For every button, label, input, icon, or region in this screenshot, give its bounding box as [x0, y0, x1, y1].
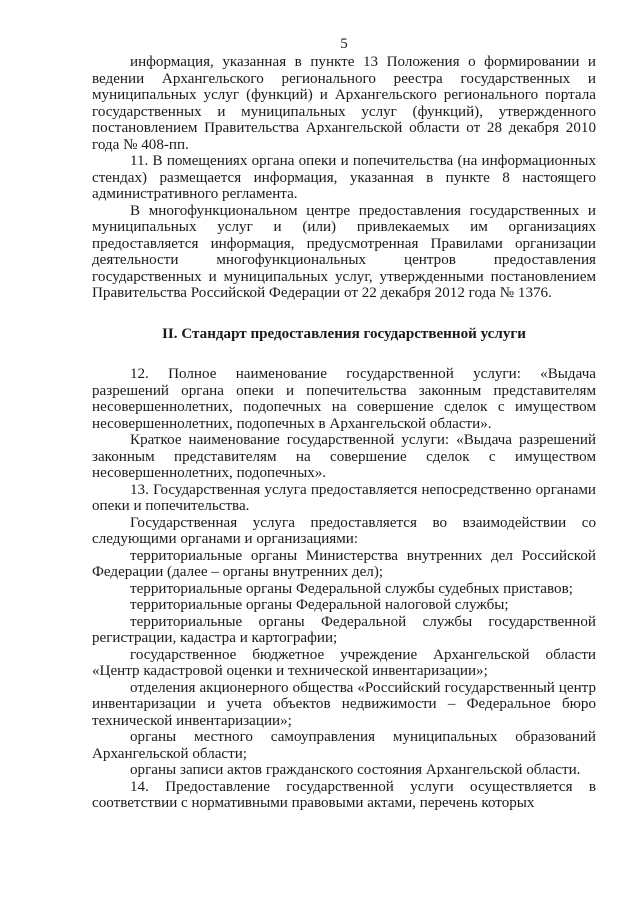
page-number: 5 — [340, 36, 348, 52]
list-item-mvd: территориальные органы Министерства внутренних дел Российской Федерации (далее – органы внутренних дел); — [92, 547, 596, 580]
list-item-local-government: органы местного самоуправления муниципальных образований Архангельской области; — [92, 729, 596, 762]
paragraph-13: 13. Государственная услуга предоставляется непосредственно органами опеки и попечительства. — [92, 481, 596, 514]
paragraph-interaction-intro: Государственная услуга предоставляется во взаимодействии со следующими органами и организациями: — [92, 514, 596, 547]
list-item-rosreestr: территориальные органы Федеральной службы государственной регистрации, кадастра и картографии; — [92, 613, 596, 646]
list-item-bailiffs: территориальные органы Федеральной службы судебных приставов; — [130, 580, 573, 597]
section-title: II. Стандарт предоставления государственной услуги — [162, 325, 526, 342]
document-page — [92, 36, 596, 812]
list-item-bti: отделения акционерного общества «Российский государственный центр инвентаризации и учета объектов недвижимости – Федеральное бюро технической инвентаризации»; — [92, 679, 596, 729]
list-item-tax: территориальные органы Федеральной налоговой службы; — [130, 597, 509, 613]
paragraph-mfc-info: В многофункциональном центре предоставления государственных и муниципальных услуг и (или) привлекаемых им организациях предоставляется информация, предусмотренная Правилами организации деятельности многофункциональных центров предоставления государственных и муниципальных услуг, утвержденными постановлением Правительства Российской Федерации от 22 декабря 2012 года № 1376. — [92, 202, 596, 301]
paragraph-info-item-end: информация, указанная в пункте 13 Положения о формировании и ведении Архангельского регионального реестра государственных и муниципальных услуг (функций) и Архангельского регионального портала государственных и муниципальных услуг (функций), утвержденного постановлением Правительства Архангельской области от 28 декабря 2010 года № 408-пп. — [92, 54, 596, 153]
paragraph-11: 11. В помещениях органа опеки и попечительства (на информационных стендах) размещается информация, указанная в пункте 8 настоящего административного регламента. — [92, 153, 596, 202]
list-item-civil-registry: органы записи актов гражданского состояния Архангельской области. — [130, 762, 581, 778]
list-item-cadastral-center: государственное бюджетное учреждение Архангельской области «Центр кадастровой оценки и технической инвентаризации»; — [92, 646, 596, 679]
paragraph-12-full-name: 12. Полное наименование государственной услуги: «Выдача разрешений органа опеки и попечительства законным представителям несовершеннолетних, подопечных на совершение сделок с имуществом несовершеннолетних, подопечных в Архангельской области». — [92, 366, 596, 432]
paragraph-short-name: Краткое наименование государственной услуги: «Выдача разрешений законным представителям на совершение сделок с имуществом несовершеннолетних, подопечных». — [92, 432, 596, 481]
paragraph-14: 14. Предоставление государственной услуги осуществляется в соответствии с нормативными правовыми актами, перечень которых — [92, 778, 596, 811]
